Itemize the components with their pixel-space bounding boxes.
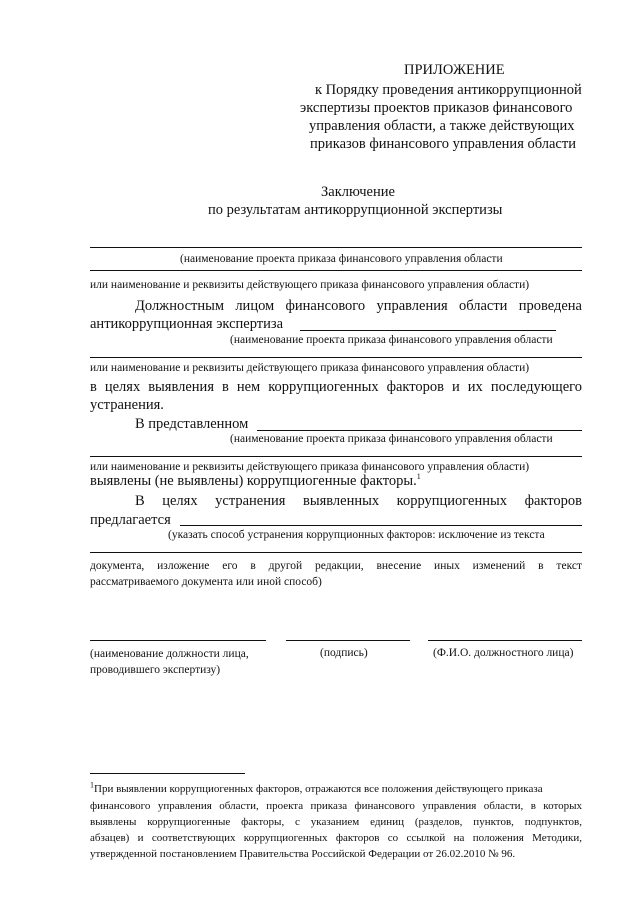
footnote-ref[interactable]: 1 [416,472,421,482]
project-name-hint-2: (наименование проекта приказа финансового управления области [230,334,553,346]
requisites-hint-3: или наименование и реквизиты действующего приказа финансового управления области) [90,461,530,473]
appendix-line-1: к Порядку проведения антикоррупционной [315,82,582,98]
paragraph-1-line-1: Должностным лицом финансового управления области проведена [135,298,582,314]
appendix-line-2: экспертизы проектов приказов финансового [300,100,573,116]
correction-line-2[interactable] [90,552,582,553]
footnote-line-4: абзацев) и соответствующих коррупциогенных факторов со ссылкой на положения Методики, [90,832,582,844]
footnote-line-1 [90,780,543,795]
correction-method-hint: (указать способ устранения коррупционных факторов: исключение из текста [168,529,545,541]
position-line[interactable] [90,640,266,641]
footnote-line-5: утвержденной постановлением Правительства Российской Федерации от 26.02.2010 № 96. [90,848,516,860]
project-name-line-1[interactable] [90,247,582,248]
footnote-divider [90,773,245,774]
project-name-hint-3: (наименование проекта приказа финансового управления области [230,433,553,445]
paragraph-2-line-1: в целях выявления в нем коррупциогенных факторов и их последующего [90,379,582,395]
paragraph-4-line-2: предлагается [90,512,171,528]
correction-line-1[interactable] [180,525,582,526]
requisites-hint-1: или наименование и реквизиты действующего приказа финансового управления области) [90,279,530,291]
signature-line[interactable] [286,640,410,641]
appendix-line-4: приказов финансового управления области [310,136,576,152]
position-hint: (наименование должности лица, [90,648,249,660]
signature-hint: (подпись) [320,647,368,659]
paragraph-5-line-1: документа, изложение его в другой редакции, внесение иных изменений в текст [90,560,582,572]
expertise-object-line-1[interactable] [300,330,556,331]
project-name-line-2[interactable] [90,270,582,271]
heading-subtitle: по результатам антикоррупционной экспертизы [208,202,503,218]
presented-doc-line-1[interactable] [257,430,582,431]
requisites-hint-2: или наименование и реквизиты действующего приказа финансового управления области) [90,362,530,374]
paragraph-4-line-1: В целях устранения выявленных коррупциогенных факторов [135,493,582,509]
paragraph-3-start: В представленном [135,416,249,432]
paragraph-1-line-2: антикоррупционная экспертиза [90,316,284,332]
position-hint-2: проводившего экспертизу) [90,664,221,676]
paragraph-5-line-2: рассматриваемого документа или иной способ) [90,576,322,588]
footnote-line-2: финансового управления области, проекта приказа финансового управления области, в которых [90,800,582,812]
result-text: выявлены (не выявлены) коррупциогенные факторы. [90,473,417,489]
paragraph-2-line-2: устранения. [90,397,164,413]
footnote-line-3: выявлены коррупциогенные факторы, с указанием единиц (разделов, пунктов, подпунктов, [90,816,582,828]
footnote-mark: 1 [90,780,94,790]
full-name-line[interactable] [428,640,582,641]
expertise-object-line-2[interactable] [90,357,582,358]
project-name-hint: (наименование проекта приказа финансового управления области [180,253,503,265]
footnote-text-1: При выявлении коррупциогенных факторов, отражаются все положения действующего приказа [94,783,543,795]
heading-title: Заключение [321,184,395,200]
paragraph-3-result [90,473,421,490]
full-name-hint: (Ф.И.О. должностного лица) [433,647,574,659]
appendix-title: ПРИЛОЖЕНИЕ [404,62,505,78]
presented-doc-line-2[interactable] [90,456,582,457]
appendix-line-3: управления области, а также действующих [309,118,575,134]
